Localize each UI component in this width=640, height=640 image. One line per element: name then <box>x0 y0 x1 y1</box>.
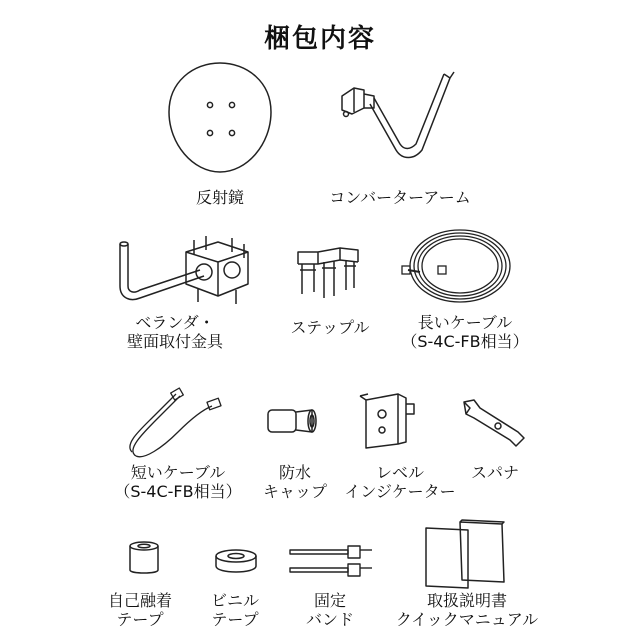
reflector-dish-icon <box>165 60 275 175</box>
item-label-tape1: 自己融着 テープ <box>107 591 172 629</box>
long-cable-coil-icon <box>400 222 515 307</box>
converter-arm-icon <box>330 68 470 168</box>
level-indicator-icon <box>358 390 418 452</box>
waterproof-cap-icon <box>264 402 326 438</box>
item-label-long-cable: 長いケーブル （S-4C-FB相当） <box>401 313 529 351</box>
item-label-tape2: ビニル テープ <box>210 591 259 629</box>
spanner-icon <box>458 398 528 448</box>
item-label-spanner: スパナ <box>470 463 519 482</box>
item-label-manual: 取扱説明書 クイックマニュアル <box>395 591 539 629</box>
page-title: 梱包内容 <box>263 24 376 54</box>
manual-booklet-icon <box>424 518 510 590</box>
vinyl-tape-icon <box>213 548 259 576</box>
item-label-short-cable: 短いケーブル （S-4C-FB相当） <box>114 463 242 501</box>
item-label-cap: 防水 キャップ <box>262 463 327 501</box>
fixing-band-icon <box>288 544 374 578</box>
item-label-mount: ベランダ・ 壁面取付金具 <box>126 313 223 351</box>
item-label-dish: 反射鏡 <box>195 188 244 207</box>
short-cable-icon <box>122 388 222 463</box>
cable-staple-icon <box>288 244 363 304</box>
item-label-arm: コンバーターアーム <box>329 188 471 207</box>
item-label-staple: ステップル <box>290 318 370 337</box>
item-label-level: レベル インジケーター <box>344 463 456 501</box>
item-label-band: 固定 バンド <box>305 591 354 629</box>
balcony-wall-mount-icon <box>108 232 258 307</box>
self-fusing-tape-icon <box>126 540 162 576</box>
